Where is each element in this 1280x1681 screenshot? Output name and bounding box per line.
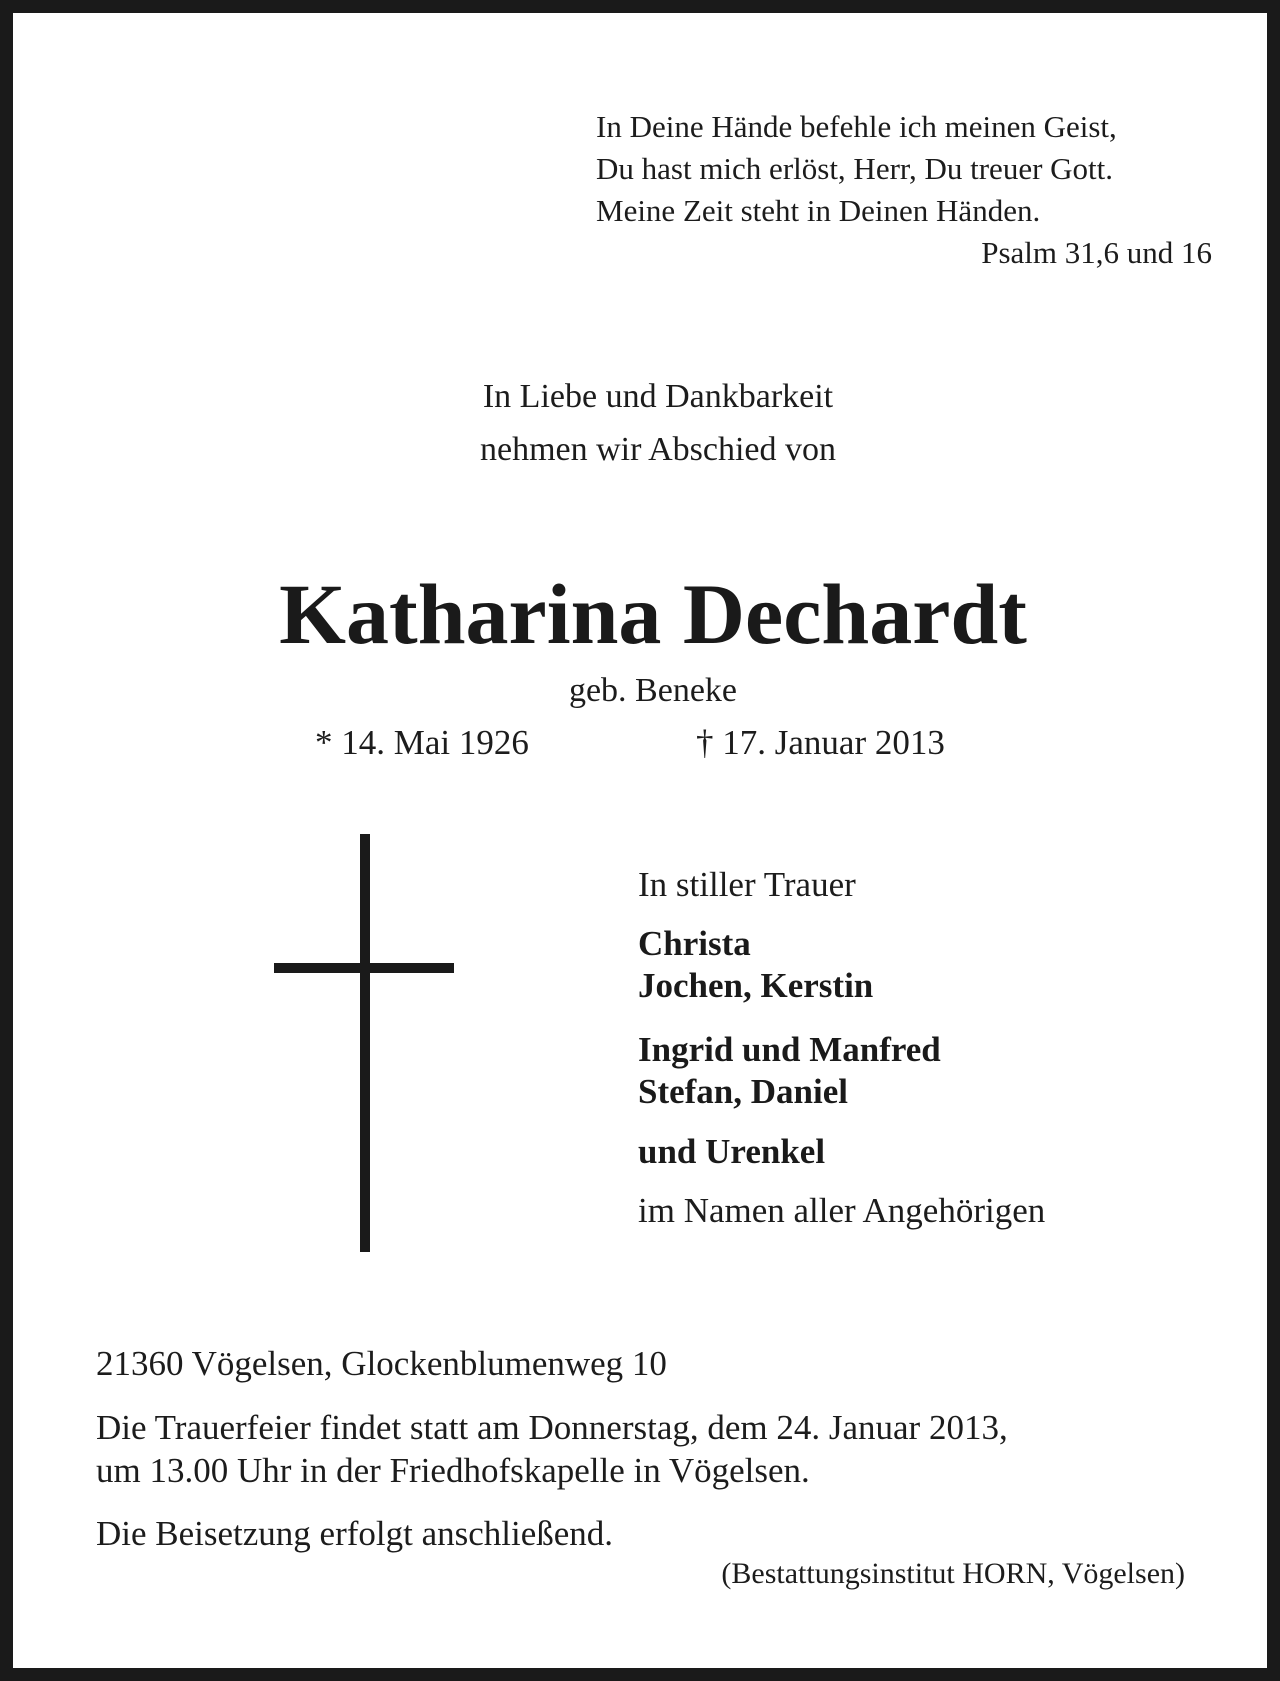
mourners-heading: In stiller Trauer <box>638 865 856 904</box>
verse-line: Meine Zeit steht in Deinen Händen. <box>596 193 1041 228</box>
intro-text <box>13 370 1280 476</box>
verse-line: In Deine Hände befehle ich meinen Geist, <box>596 109 1117 144</box>
maiden-name: geb. Beneke <box>568 672 738 709</box>
mourner-group <box>638 923 1198 1007</box>
psalm-verse <box>596 106 1212 274</box>
mourner-group <box>638 1131 1198 1173</box>
mourners-closing: im Namen aller Angehörigen <box>638 1191 1046 1230</box>
mourner-name: Ingrid und Manfred <box>638 1030 941 1069</box>
mourner-group <box>638 1029 1198 1113</box>
mourner-name: Jochen, Kerstin <box>638 966 874 1005</box>
mourner-name: Stefan, Daniel <box>638 1072 848 1111</box>
cross-horizontal-bar <box>274 963 454 973</box>
burial-info: Die Beisetzung erfolgt anschließend. <box>96 1514 614 1553</box>
verse-line: Du hast mich erlöst, Herr, Du treuer Gott. <box>596 151 1114 186</box>
cross-icon <box>274 834 454 1252</box>
cross-vertical-bar <box>360 834 370 1252</box>
mourners-block <box>638 863 1198 1233</box>
intro-line: In Liebe und Dankbarkeit <box>482 378 834 415</box>
intro-line: nehmen wir Abschied von <box>480 431 836 468</box>
deceased-name: Katharina Dechardt <box>279 566 1027 662</box>
verse-reference: Psalm 31,6 und 16 <box>981 235 1212 270</box>
mourner-name: Christa <box>638 924 751 963</box>
ceremony-line: um 13.00 Uhr in der Friedhofskapelle in Vögelsen. <box>96 1451 810 1490</box>
ceremony-line: Die Trauerfeier findet statt am Donnerstag, dem 24. Januar 2013, <box>96 1408 1008 1447</box>
birth-date: * 14. Mai 1926 <box>315 723 529 762</box>
address: 21360 Vögelsen, Glockenblumenweg 10 <box>96 1344 667 1383</box>
death-date: † 17. Januar 2013 <box>696 723 945 762</box>
ceremony-info <box>96 1406 1008 1492</box>
mourner-name: und Urenkel <box>638 1132 826 1171</box>
undertaker-credit: (Bestattungsinstitut HORN, Vögelsen) <box>721 1557 1185 1590</box>
